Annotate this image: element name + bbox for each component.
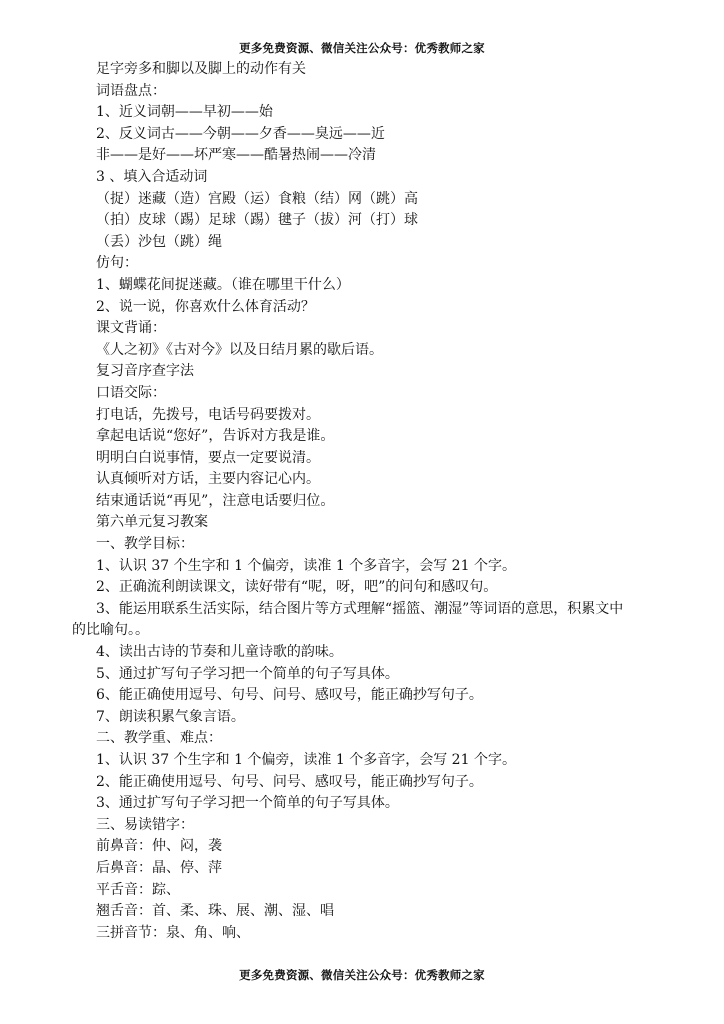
text-line: 2、能正确使用逗号、句号、问号、感叹号，能正确抄写句子。 [96,773,483,790]
text-line: 2、说一说，你喜欢什么体育活动？ [96,298,315,315]
page-header: 更多免费资源、微信关注公众号：优秀教师之家 [239,41,485,55]
text-line: 非——是好——坏严寒——酷暑热闹——冷清 [96,147,376,164]
text-line: 后鼻音：晶、停、萍 [96,859,222,876]
section-heading: 第六单元复习教案 [96,514,208,531]
text-line: 1、认识 37 个生字和 1 个偏旁，读准 1 个多音字，会写 21 个字。 [96,752,516,768]
document-body [72,59,676,944]
text-line: 足字旁多和脚以及脚上的动作有关 [96,61,306,77]
text-line: 认真倾听对方话，主要内容记心内。 [96,471,320,488]
text-line: 拿起电话说“您好”，告诉对方我是谁。 [96,428,335,445]
text-line: 2、正确流利朗读课文，读好带有“呢，呀，吧”的问句和感叹句。 [96,579,498,596]
section-heading: 一、教学目标： [96,536,194,553]
text-line: 前鼻音：仲、闷，袭 [96,838,222,855]
text-line: 《人之初》《古对今》以及日结月累的歇后语。 [96,341,383,358]
text-line: 1、近义词朝——早初——始 [96,104,273,121]
text-line: 的比喻句。。 [72,622,149,639]
page-footer: 更多免费资源、微信关注公众号：优秀教师之家 [239,968,485,982]
text-line: 平舌音：踪、 [96,881,180,898]
section-heading: 仿句： [96,255,138,272]
section-heading: 课文背诵： [96,320,166,337]
text-line: 6、能正确使用逗号、句号、问号、感叹号，能正确抄写句子。 [96,687,483,704]
text-line: 结束通话说“再见”，注意电话要归位。 [96,492,335,509]
text-line: 翘舌音：首、柔、珠、展、潮、湿、唱 [96,903,334,920]
text-line: 三拼音节：泉、角、响、 [96,924,250,941]
text-line: 复习音序查字法 [96,363,194,380]
section-heading: 口语交际： [96,384,166,401]
text-line: 1、认识 37 个生字和 1 个偏旁，读准 1 个多音字，会写 21 个字。 [96,557,516,574]
text-line: 明明白白说事情，要点一定要说清。 [96,449,320,466]
text-line: 5、通过扩写句子学习把一个简单的句子写具体。 [96,665,399,682]
text-line: 1、蝴蝶花间捉迷藏。（谁在哪里干什么） [96,276,350,293]
text-line: 2、反义词古——今朝——夕香——臭远——近 [96,125,385,142]
text-line: （拍）皮球（踢）足球（踢）毽子（拔）河（打）球 [96,212,418,229]
section-heading: 词语盘点： [96,82,166,99]
text-line: 3 、填入合适动词 [96,168,208,185]
text-line: 7、朗读积累气象言语。 [96,708,245,725]
text-line: 3、能运用联系生活实际，结合图片等方式理解“摇篮、潮湿”等词语的意思，积累文中 [96,600,624,617]
text-line: 4、读出古诗的节奏和儿童诗歌的韵味。 [96,644,343,661]
section-heading: 三、易读错字： [96,816,194,833]
text-line: 3、通过扩写句子学习把一个简单的句子写具体。 [96,795,399,812]
text-line: （丢）沙包（跳）绳 [96,233,222,250]
text-line: （捉）迷藏（造）宫殿（运）食粮（结）网（跳）高 [96,190,418,207]
section-heading: 二、教学重、难点： [96,730,222,747]
text-line: 打电话，先拨号，电话号码要拨对。 [96,406,320,423]
